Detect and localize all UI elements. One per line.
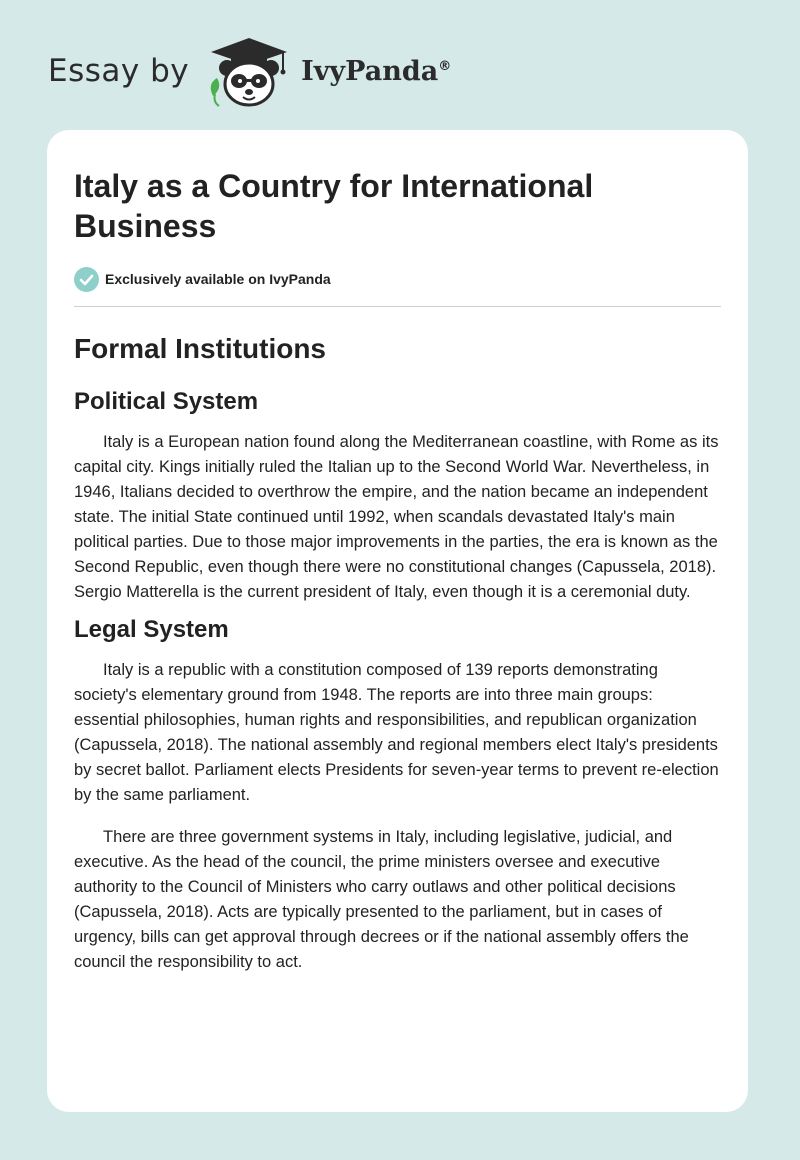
page-title <box>74 166 721 246</box>
page-title-line-2: Business <box>74 208 217 244</box>
essay-card <box>47 130 748 1112</box>
brand-prefix: Essay by <box>48 53 190 89</box>
check-badge-icon <box>74 267 99 292</box>
exclusive-label: Exclusively available on IvyPanda <box>105 271 331 287</box>
paragraph: Italy is a republic with a constitution composed of 139 reports demonstrating society's elementary ground from 1948. The reports are into three main groups: essential philosophies, human rights and responsibilities, and republican organization (Capussela, 2018). The national assembly and regional members elect Italy's presidents by secret ballot. Parliament elects Presidents for seven-year terms to prevent re-election by the same parliament. <box>74 661 719 804</box>
brand-name-text: IvyPanda <box>301 55 439 87</box>
section-heading: Formal Institutions <box>74 333 326 364</box>
brand-name[interactable] <box>301 56 451 87</box>
registered-mark: ® <box>438 58 452 74</box>
subheading-political-system: Political System <box>74 388 259 415</box>
paragraph: Italy is a European nation found along the Mediterranean coastline, with Rome as its capital city. Kings initially ruled the Italian up to the Second World War. Nevertheless, in 1946, Italians decided to overthrow the empire, and the nation became an independent state. The initial State continued until 1992, when scandals devastated Italy's main political parties. Due to those major improvements in the parties, the era is known as the Second Republic, even though there were no constitutional changes (Capussela, 2018). Sergio Matterella is the current president of Italy, even though it is a ceremonial duty. <box>74 433 719 601</box>
panda-graduate-icon[interactable] <box>203 34 295 108</box>
exclusive-badge <box>74 266 721 292</box>
paragraph: There are three government systems in Italy, including legislative, judicial, and executive. As the head of the council, the prime ministers oversee and executive authority to the Council of Ministers who carry outlaws and other political decisions (Capussela, 2018). Acts are typically presented to the parliament, but in cases of urgency, bills can get approval through decrees or if the national assembly offers the council the responsibility to act. <box>74 828 689 971</box>
subheading-legal-system: Legal System <box>74 616 229 643</box>
title-divider <box>74 306 721 307</box>
site-header <box>48 34 451 108</box>
page-title-line-1: Italy as a Country for International <box>74 168 594 204</box>
